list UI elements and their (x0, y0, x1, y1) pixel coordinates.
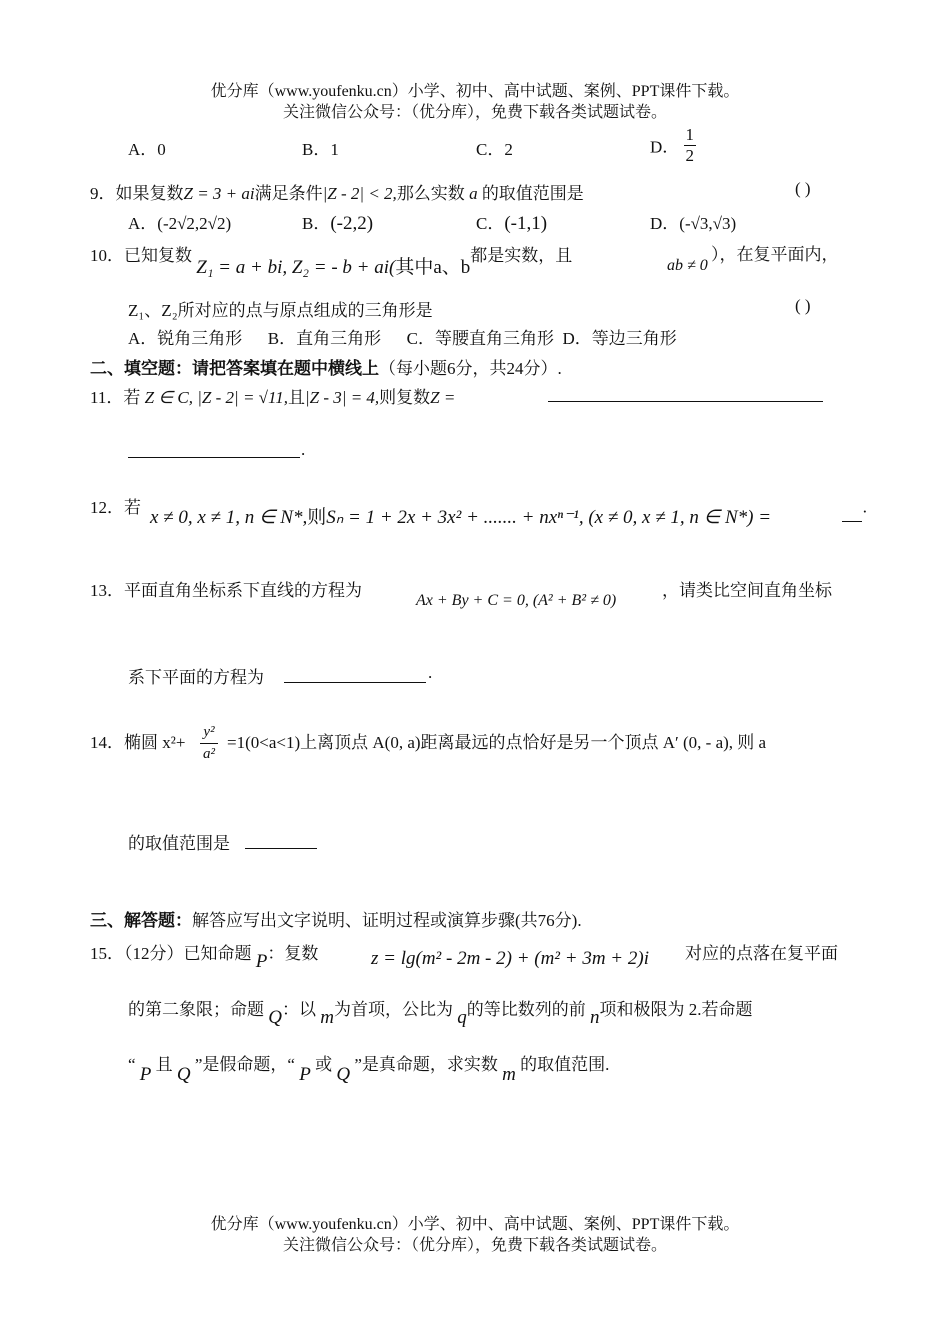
q9-d-value: (-√3,√3) (679, 214, 737, 233)
section-3-note: 解答应写出文字说明、证明过程或演算步骤(共76分). (192, 911, 582, 930)
q10-line-2: Z₁、Z₂所对应的点与原点组成的三角形是 (128, 301, 433, 320)
q15-q-symbol: Q (268, 1007, 282, 1028)
q9-stem (90, 179, 584, 204)
header-line-2: 关注微信公众号：（优分库），免费下载各类试题试卷。 (282, 104, 667, 121)
q14-fraction (200, 722, 218, 765)
q14-tail: =1(0<a<1)上离顶点 A(0, a)距离最远的点恰好是另一个顶点 A′ (0, - a), 则 a (227, 733, 767, 752)
q9-option-b (302, 209, 373, 235)
q13-line-2: 系下平面的方程为 (128, 668, 264, 687)
footer-line-1: 优分库（www.youfenku.cn）小学、初中、高中试题、案例、PPT课件下载。 (210, 1216, 740, 1233)
section-3-heading (90, 906, 582, 931)
q14-frac-den: a² (203, 746, 215, 762)
q9-a-label: A． (128, 214, 158, 233)
q15-p: P (255, 951, 268, 972)
q14-line-2: 的取值范围是 (128, 834, 230, 853)
q11-expr: Z ∈ C, |Z - 2| = √11, (144, 388, 288, 407)
section-3-title: 三、解答题： (90, 911, 192, 930)
q15-n-symbol: n (589, 1007, 600, 1028)
q15-l2a: 的第二象限；命题 (128, 1000, 264, 1019)
q9-b-label: B． (302, 214, 331, 233)
q13-period: . (428, 663, 433, 682)
q8-option-a: A．0 (128, 140, 166, 159)
q15-q-symbol-2: Q (176, 1064, 191, 1085)
q15-line-3 (128, 1050, 610, 1085)
q11-answer-blank-2[interactable] (128, 456, 300, 458)
q14-answer-blank[interactable] (245, 847, 317, 849)
q14-frac-num: y² (200, 722, 218, 744)
q12-dot: · (862, 502, 868, 521)
q15-l2b: ：以 (281, 1000, 316, 1019)
q9-cond: |Z - 2| < 2, (322, 184, 397, 203)
q8-option-d-label: D． (650, 137, 680, 157)
q11-stem-text: 11．若 (90, 388, 141, 407)
q10-cond: ab ≠ 0 (667, 257, 708, 274)
q11-expr-2: |Z - 3| = 4, (304, 388, 380, 407)
q9-option-d (650, 209, 736, 234)
q15-l3b: 且 (155, 1055, 173, 1074)
q11-end: Z = (430, 388, 456, 407)
q9-d-label: D． (650, 214, 680, 233)
q15-colon: ：复数 (267, 944, 319, 963)
q11-answer-blank-1[interactable] (548, 400, 823, 402)
q10-mid: 其中a、b (395, 257, 471, 278)
q11-tail: 则复数 (379, 388, 431, 407)
q10-stem-text: 10．已知复数 (90, 246, 192, 265)
q15-m-symbol: m (320, 1007, 334, 1028)
q8-option-c: C．2 (476, 140, 513, 159)
q10-end: ），在复平面内， (711, 245, 839, 264)
q9-expr: Z = 3 + ai (183, 184, 255, 203)
q9-option-c (476, 209, 547, 235)
q12-condition: x ≠ 0, x ≠ 1, n ∈ N*, (150, 507, 308, 528)
q9-a-value: (-2√2,2√2) (157, 214, 232, 233)
q9-answer-paren: ( ) (795, 179, 811, 198)
q15-l2d: 的等比数列的前 (466, 1000, 586, 1019)
q15-expr: z = lg(m² - 2m - 2) + (m² + 3m + 2)i (371, 948, 649, 969)
q15-l3e: ”是真命题，求实数 (354, 1055, 498, 1074)
q9-c-value: (-1,1) (504, 213, 548, 234)
q8-d-denominator: 2 (685, 145, 695, 165)
q12-then: 则 (307, 507, 327, 528)
q10-answer-paren: ( ) (795, 296, 811, 315)
q10-stem (90, 240, 573, 278)
q15-l3c: ”是假命题，“ (194, 1055, 295, 1074)
q14-stem: 14．椭圆 x²+ (90, 733, 186, 752)
q15-l2e: 项和极限为 2.若命题 (599, 1000, 753, 1019)
q9-tail: 那么实数 (396, 184, 465, 203)
q9-var: a (469, 184, 478, 203)
q9-stem-text: 9．如果复数 (90, 184, 184, 203)
q9-c-label: C． (476, 214, 505, 233)
q15-p-symbol-2: P (139, 1064, 152, 1085)
q15-ratio-symbol: q (457, 1007, 467, 1028)
q12-expr (150, 502, 771, 529)
q15-m-symbol-2: m (502, 1064, 516, 1085)
q11-mid: 且 (287, 388, 305, 407)
q8-option-d (650, 125, 696, 165)
q13-stem: 13．平面直角坐标系下直线的方程为 (90, 581, 362, 600)
q10-expr: Z₁ = a + bi, Z₂ = - b + ai( (196, 257, 396, 278)
q15-l2c: 为首项，公比为 (333, 1000, 453, 1019)
section-2-note: （每小题6分，共24分）. (379, 359, 562, 378)
q12-answer-blank[interactable] (842, 520, 862, 522)
section-2-heading (90, 354, 562, 379)
q15-line-2 (128, 995, 753, 1028)
q15-l3a: “ (128, 1055, 136, 1074)
q13-answer-blank[interactable] (284, 681, 426, 683)
q9-mid: 满足条件 (254, 184, 323, 203)
q13-tail: ，请类比空间直角坐标 (662, 581, 832, 600)
q8-d-numerator: 1 (685, 125, 695, 144)
section-2-title: 二、填空题：请把答案填在题中横线上 (90, 359, 379, 378)
q12-stem: 12．若 (90, 498, 141, 517)
q11-period: . (301, 440, 306, 459)
q12-sum: Sₙ = 1 + 2x + 3x² + ....... + nxⁿ⁻¹, (x ≠ 0, x ≠ 1, n ∈ N*) = (326, 507, 772, 528)
q11-stem (90, 383, 455, 408)
q15-tail: 对应的点落在复平面 (685, 944, 838, 963)
q9-b-value: (-2,2) (330, 213, 374, 234)
q9-end: 的取值范围是 (481, 184, 584, 203)
q13-expr: Ax + By + C = 0, (A² + B² ≠ 0) (416, 592, 617, 609)
q10-tail: 都是实数，且 (470, 246, 573, 265)
q10-options: A．锐角三角形 B．直角三角形 C．等腰直角三角形 D．等边三角形 (128, 329, 677, 348)
footer-line-2: 关注微信公众号：（优分库），免费下载各类试题试卷。 (282, 1237, 667, 1254)
q15-q-symbol-3: Q (336, 1064, 351, 1085)
q9-option-a (128, 209, 231, 234)
q15-stem: 15．（12分）已知命题 (90, 944, 252, 963)
q15-p-symbol-3: P (299, 1064, 311, 1085)
q8-option-b: B．1 (302, 140, 339, 159)
q15-line-1 (90, 939, 319, 972)
q15-l3f: 的取值范围. (520, 1055, 610, 1074)
q8-option-d-fraction (684, 125, 697, 165)
header-line-1: 优分库（www.youfenku.cn）小学、初中、高中试题、案例、PPT课件下载。 (210, 83, 740, 100)
q15-l3d: 或 (315, 1055, 333, 1074)
